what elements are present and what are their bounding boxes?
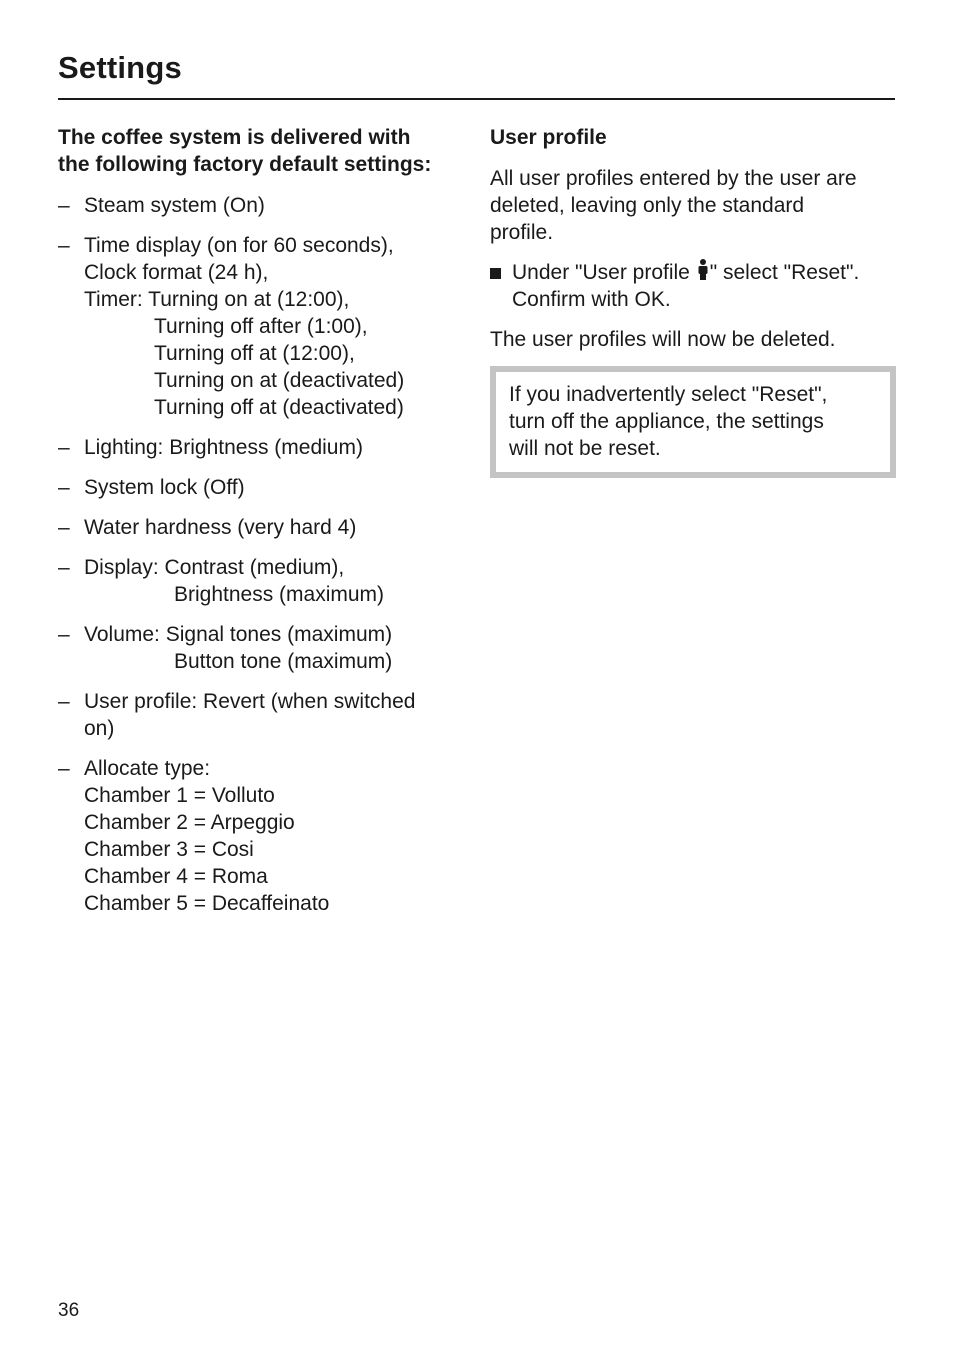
list-item: [58, 434, 468, 461]
factory-defaults-section: [58, 124, 468, 930]
list-item: [58, 514, 468, 541]
intro-line: profile.: [490, 221, 554, 244]
heading-line: The coffee system is delivered with: [58, 126, 411, 149]
item-text: System lock (Off): [84, 476, 245, 499]
intro-line: All user profiles entered by the user are: [490, 167, 857, 190]
page-number: 36: [58, 1300, 80, 1321]
warning-note-box: [490, 366, 896, 478]
note-line: turn off the appliance, the settings: [509, 410, 824, 433]
user-profile-section: [490, 124, 896, 478]
item-text: Timer: Turning on at (12:00),: [84, 288, 350, 311]
item-text: Lighting: Brightness (medium): [84, 436, 363, 459]
item-text: Turning off after (1:00),: [154, 315, 368, 338]
item-text: Chamber 5 = Decaffeinato: [84, 892, 330, 915]
intro-line: deleted, leaving only the standard: [490, 194, 805, 217]
item-text: Button tone (maximum): [174, 650, 393, 673]
step-text-after: " select "Reset".: [709, 261, 860, 284]
item-text: on): [84, 717, 115, 740]
title-divider: [58, 98, 895, 100]
factory-defaults-heading: [58, 124, 468, 178]
item-text: Water hardness (very hard 4): [84, 516, 357, 539]
item-text: Time display (on for 60 seconds),: [84, 234, 394, 257]
user-profile-intro: [490, 165, 896, 246]
dash-marker: –: [58, 436, 70, 459]
list-item: [58, 192, 468, 219]
note-line: will not be reset.: [509, 437, 661, 460]
heading-line: the following factory default settings:: [58, 153, 432, 176]
result-text: The user profiles will now be deleted.: [490, 328, 836, 351]
item-text: Clock format (24 h),: [84, 261, 269, 284]
list-item: [58, 554, 468, 608]
dash-marker: –: [58, 194, 70, 217]
dash-marker: –: [58, 623, 70, 646]
item-text: User profile: Revert (when switched: [84, 690, 416, 713]
item-text: Chamber 4 = Roma: [84, 865, 268, 888]
square-bullet-icon: [490, 268, 501, 279]
item-text: Volume: Signal tones (maximum): [84, 623, 393, 646]
item-text: Steam system (On): [84, 194, 265, 217]
item-text: Allocate type:: [84, 757, 211, 780]
dash-marker: –: [58, 690, 70, 713]
item-text: Display: Contrast (medium),: [84, 556, 345, 579]
dash-marker: –: [58, 476, 70, 499]
item-text: Turning on at (deactivated): [154, 369, 405, 392]
dash-marker: –: [58, 516, 70, 539]
user-profile-heading: User profile: [490, 126, 607, 149]
list-item: [58, 232, 468, 421]
dash-marker: –: [58, 234, 70, 257]
list-item: [58, 474, 468, 501]
page-title: Settings: [58, 50, 182, 85]
item-text: Brightness (maximum): [174, 583, 385, 606]
note-line: If you inadvertently select "Reset",: [509, 383, 828, 406]
step-line: [512, 259, 896, 286]
step-text-before: Under "User profile: [512, 261, 696, 284]
user-profile-icon: [697, 259, 709, 281]
dash-marker: –: [58, 757, 70, 780]
dash-marker: –: [58, 556, 70, 579]
item-text: Chamber 3 = Cosi: [84, 838, 254, 861]
defaults-list: [58, 192, 468, 917]
item-text: Turning off at (12:00),: [154, 342, 355, 365]
item-text: Turning off at (deactivated): [154, 396, 404, 419]
item-text: Chamber 2 = Arpeggio: [84, 811, 295, 834]
instruction-step: [490, 259, 896, 313]
list-item: [58, 621, 468, 675]
list-item: [58, 688, 468, 742]
item-text: Chamber 1 = Volluto: [84, 784, 275, 807]
list-item: [58, 755, 468, 917]
step-line: Confirm with OK.: [512, 288, 671, 311]
